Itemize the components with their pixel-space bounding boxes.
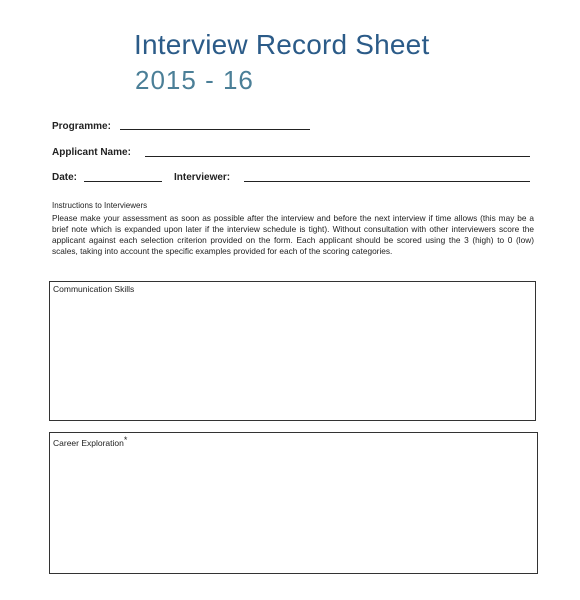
career-exploration-label	[53, 435, 127, 448]
applicant-name-label: Applicant Name:	[52, 147, 131, 158]
date-label: Date:	[52, 172, 78, 183]
programme-line[interactable]	[120, 129, 310, 130]
year-subtitle: 2015 - 16	[135, 65, 254, 95]
page-title: Interview Record Sheet	[134, 29, 430, 60]
date-line[interactable]	[84, 181, 162, 182]
interviewer-line[interactable]	[244, 181, 530, 182]
interviewer-label: Interviewer:	[174, 172, 231, 183]
communication-skills-label	[53, 284, 134, 294]
career-exploration-asterisk: *	[123, 435, 128, 445]
career-exploration-box[interactable]	[49, 432, 538, 574]
career-exploration-text: Career Exploration	[53, 438, 124, 448]
applicant-name-line[interactable]	[145, 156, 530, 157]
communication-skills-text: Communication Skills	[53, 284, 135, 294]
instructions-heading: Instructions to Interviewers	[52, 201, 148, 210]
communication-skills-box[interactable]	[49, 281, 536, 421]
instructions-body: Please make your assessment as soon as possible after the interview and before the next interview if time allows (this may be a brief note which is expanded upon later if the interview schedule is tight). Without consultation with other interviewers score the applicant against each selection criterion provided on the form. Each applicant should be scored using the 3 (high) to 0 (low) scales, taking into account the specific examples provided for each of the scoring categories.	[52, 213, 534, 256]
programme-label: Programme:	[52, 121, 111, 132]
